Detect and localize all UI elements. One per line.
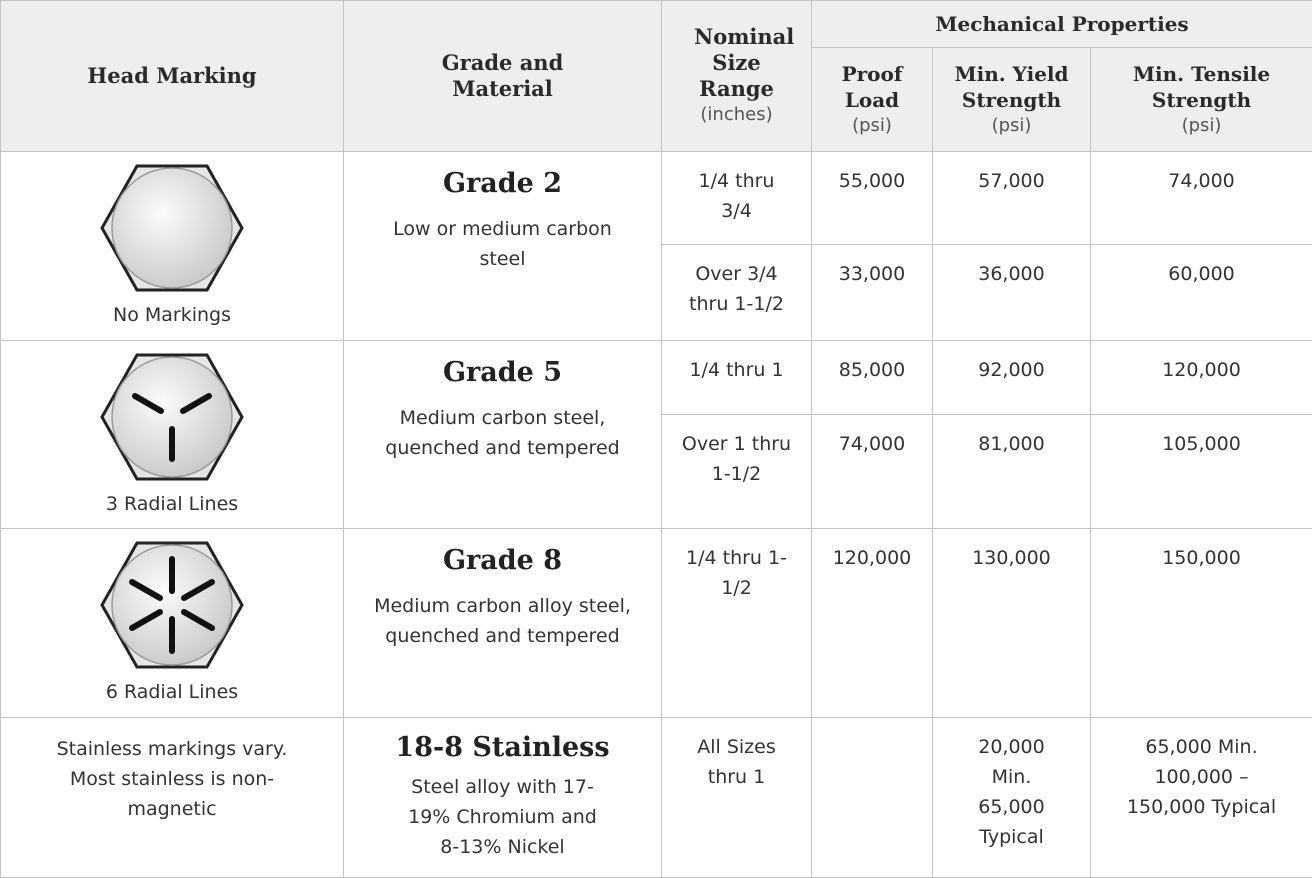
grade5-size-1: 1/4 thru 1 xyxy=(662,341,812,415)
grade2-size-2-text: Over 3/4 thru 1-1/2 xyxy=(662,259,811,319)
grade5-proof-1: 85,000 xyxy=(812,341,933,415)
grade5-yield-1: 92,000 xyxy=(933,341,1091,415)
header-grade-material xyxy=(344,1,662,152)
grade2-material: Low or medium carbon steel xyxy=(344,214,661,274)
grade2-marking-label: No Markings xyxy=(1,300,343,330)
header-proof-load-label: Proof Load xyxy=(812,61,932,113)
grade8-tensile-1: 150,000 xyxy=(1091,529,1312,718)
grade8-name: Grade 8 xyxy=(344,545,661,577)
hex-head-3-radial-lines-icon xyxy=(99,351,245,483)
header-proof-load xyxy=(812,48,933,152)
header-yield-unit: (psi) xyxy=(933,113,1090,139)
stainless-grade-cell xyxy=(344,718,662,878)
stainless-size xyxy=(662,718,812,878)
stainless-proof xyxy=(812,718,933,878)
header-nominal-size-label: Nominal Size Range xyxy=(662,24,811,102)
grade5-grade-cell xyxy=(344,341,662,529)
grade2-tensile-2: 60,000 xyxy=(1091,245,1312,341)
grade5-marking-cell xyxy=(1,341,344,529)
header-min-yield xyxy=(933,48,1091,152)
grade2-tensile-1: 74,000 xyxy=(1091,152,1312,245)
grade5-marking-label: 3 Radial Lines xyxy=(1,489,343,519)
stainless-yield xyxy=(933,718,1091,878)
grade5-tensile-2: 105,000 xyxy=(1091,415,1312,529)
header-nominal-unit: (inches) xyxy=(662,102,811,128)
header-min-tensile xyxy=(1091,48,1312,152)
grade5-material: Medium carbon steel, quenched and tempered xyxy=(344,403,661,463)
grade5-yield-2: 81,000 xyxy=(933,415,1091,529)
grade5-size-2-text: Over 1 thru 1-1/2 xyxy=(662,429,811,489)
grade8-material: Medium carbon alloy steel, quenched and tempered xyxy=(344,591,661,651)
table-row xyxy=(1,718,1312,878)
grade5-name: Grade 5 xyxy=(344,357,661,389)
grade8-marking-cell xyxy=(1,529,344,718)
header-nominal-size xyxy=(662,1,812,152)
grade8-yield-1: 130,000 xyxy=(933,529,1091,718)
stainless-marking-cell: Stainless markings vary. Most stainless is non-magnetic xyxy=(1,718,344,878)
header-proof-unit: (psi) xyxy=(812,113,932,139)
grade2-grade-cell xyxy=(344,152,662,341)
stainless-yield-text: 20,000 Min. 65,000 Typical xyxy=(933,732,1090,852)
grade5-proof-2: 74,000 xyxy=(812,415,933,529)
grade8-size-1-text: 1/4 thru 1-1/2 xyxy=(662,543,811,603)
grade5-size-2 xyxy=(662,415,812,529)
header-min-yield-label: Min. Yield Strength xyxy=(933,61,1090,113)
grade8-marking-label: 6 Radial Lines xyxy=(1,677,343,707)
table-row xyxy=(1,341,1312,415)
grade5-tensile-1: 120,000 xyxy=(1091,341,1312,415)
grade2-name: Grade 2 xyxy=(344,168,661,200)
grade8-grade-cell xyxy=(344,529,662,718)
grade2-size-1 xyxy=(662,152,812,245)
grade2-proof-1: 55,000 xyxy=(812,152,933,245)
header-min-tensile-label: Min. Tensile Strength xyxy=(1091,61,1312,113)
grade2-yield-2: 36,000 xyxy=(933,245,1091,341)
grade2-size-1-text: 1/4 thru 3/4 xyxy=(662,166,811,226)
table-row xyxy=(1,152,1312,245)
grade2-yield-1: 57,000 xyxy=(933,152,1091,245)
grade2-marking-cell xyxy=(1,152,344,341)
grade2-proof-2: 33,000 xyxy=(812,245,933,341)
stainless-tensile-text: 65,000 Min. 100,000 – 150,000 Typical xyxy=(1091,732,1312,822)
stainless-tensile xyxy=(1091,718,1312,878)
stainless-material: Steel alloy with 17-19% Chromium and 8-13% Nickel xyxy=(344,772,661,862)
grade8-size-1 xyxy=(662,529,812,718)
stainless-size-text: All Sizes thru 1 xyxy=(662,732,811,792)
stainless-name: 18-8 Stainless xyxy=(344,732,661,764)
header-tensile-unit: (psi) xyxy=(1091,113,1312,139)
header-head-marking: Head Marking xyxy=(1,1,344,152)
header-grade-material-label: Grade and Material xyxy=(344,50,661,102)
grade2-size-2 xyxy=(662,245,812,341)
table-row xyxy=(1,529,1312,718)
header-mechanical-properties: Mechanical Properties xyxy=(812,1,1312,48)
hex-head-6-radial-lines-icon xyxy=(99,539,245,671)
grade8-proof-1: 120,000 xyxy=(812,529,933,718)
hex-head-no-markings-icon xyxy=(99,162,245,294)
